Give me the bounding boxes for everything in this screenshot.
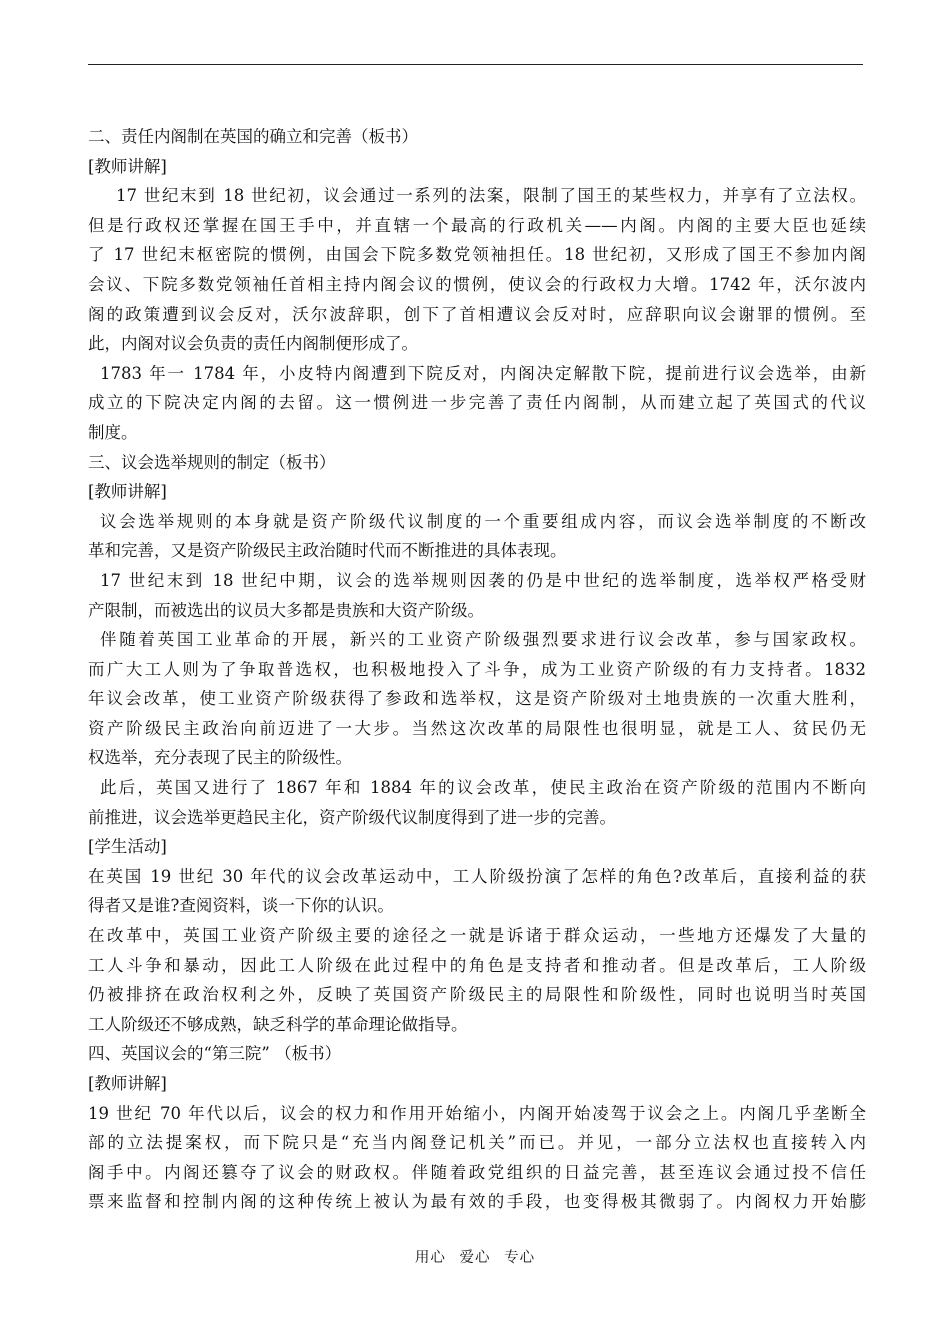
paragraph-line: 19 世纪 70 年代以后，议会的权力和作用开始缩小，内阁开始凌驾于议会之上。内阁几乎垄断全 xyxy=(88,1103,866,1123)
header-rule xyxy=(88,64,863,65)
paragraph-line: 资产阶级民主政治向前迈进了一大步。当然这次改革的局限性也很明显，就是工人、贫民仍无 xyxy=(88,718,866,738)
paragraph-line: 票来监督和控制内阁的这种传统上被认为最有效的手段，也变得极其微弱了。内阁权力开始膨 xyxy=(88,1192,866,1212)
paragraph-line: 但是行政权还掌握在国王手中，并直辖一个最高的行政机关——内阁。内阁的主要大臣也延续 xyxy=(88,215,866,235)
paragraph-line: 权选举，充分表现了民主的阶级性。 xyxy=(88,748,352,768)
section-heading-2: 二、责任内阁制在英国的确立和完善（板书） xyxy=(88,127,418,146)
paragraph-line: 工人斗争和暴动，因此工人阶级在此过程中的角色是支持者和推动者。但是改革后，工人阶级 xyxy=(88,955,866,975)
teacher-explanation-label: [教师讲解] xyxy=(88,1074,167,1093)
paragraph-line: 前推进，议会选举更趋民主化，资产阶级代议制度得到了进一步的完善。 xyxy=(88,807,616,827)
paragraph-line: 仍被排挤在政治权利之外，反映了英国资产阶级民主的局限性和阶级性，同时也说明当时英国 xyxy=(88,985,866,1005)
teacher-explanation-label: [教师讲解] xyxy=(88,482,167,502)
paragraph-line: 工人阶级还不够成熟，缺乏科学的革命理论做指导。 xyxy=(88,1014,468,1034)
paragraph-line: 17 世纪末到 18 世纪初，议会通过一系列的法案，限制了国王的某些权力，并享有了立法权。 xyxy=(116,186,866,206)
paragraph-line: 年议会改革，使工业资产阶级获得了参政和选举权，这是资产阶级对土地贵族的一次重大胜利， xyxy=(88,689,866,709)
paragraph-line: 产限制，而被选出的议员大多都是贵族和大资产阶级。 xyxy=(88,600,484,620)
document-body xyxy=(88,122,866,1217)
paragraph-line: 部的立法提案权，而下院只是“充当内阁登记机关”而已。并见，一部分立法权也直接转入内 xyxy=(88,1133,866,1153)
paragraph-line: 在改革中，英国工业资产阶级主要的途径之一就是诉诸于群众运动，一些地方还爆发了大量的 xyxy=(88,926,866,946)
section-heading-4: 四、英国议会的“第三院” （板书） xyxy=(88,1044,342,1064)
section-heading-3: 三、议会选举规则的制定（板书） xyxy=(88,452,336,472)
paragraph-line: 革和完善，又是资产阶级民主政治随时代而不断推进的具体表现。 xyxy=(88,541,567,561)
paragraph-line: 会议、下院多数党领袖任首相主持内阁会议的惯例，使议会的行政权力大增。1742 年，沃尔波内 xyxy=(88,274,866,294)
student-activity-label: [学生活动] xyxy=(88,837,167,857)
paragraph-line: 制度。 xyxy=(88,422,138,442)
paragraph-line: 了 17 世纪末枢密院的惯例，由国会下院多数党领袖担任。18 世纪初，又形成了国王不参加内阁 xyxy=(88,245,866,265)
paragraph-line: 阁手中。内阁还篡夺了议会的财政权。伴随着政党组织的日益完善，甚至连议会通过投不信任 xyxy=(88,1162,866,1182)
paragraph-line: 而广大工人则为了争取普选权，也积极地投入了斗争，成为工业资产阶级的有力支持者。1832 xyxy=(88,659,866,679)
paragraph-line: 得者又是谁?查阅资料，谈一下你的认识。 xyxy=(88,896,394,916)
paragraph-line: 在英国 19 世纪 30 年代的议会改革运动中，工人阶级扮演了怎样的角色?改革后，直接利益的获 xyxy=(88,866,866,886)
paragraph-line: 1783 年一 1784 年，小皮特内阁遭到下院反对，内阁决定解散下院，提前进行议会选举，由新 xyxy=(100,363,866,383)
paragraph-line: 此，内阁对议会负责的责任内阁制便形成了。 xyxy=(88,334,418,354)
paragraph-line: 议会选举规则的本身就是资产阶级代议制度的一个重要组成内容，而议会选举制度的不断改 xyxy=(100,511,866,531)
paragraph-line: 伴随着英国工业革命的开展，新兴的工业资产阶级强烈要求进行议会改革，参与国家政权。 xyxy=(100,630,866,650)
paragraph-line: 此后，英国又进行了 1867 年和 1884 年的议会改革，使民主政治在资产阶级的范围内不断向 xyxy=(100,778,866,798)
page-footer: 用心 爱心 专心 xyxy=(414,1250,536,1266)
paragraph-line: 成立的下院决定内阁的去留。这一惯例进一步完善了责任内阁制，从而建立起了英国式的代议 xyxy=(88,393,866,413)
paragraph-line: 17 世纪末到 18 世纪中期，议会的选举规则因袭的仍是中世纪的选举制度，选举权严格受财 xyxy=(100,570,866,590)
teacher-explanation-label: [教师讲解] xyxy=(88,156,167,176)
paragraph-line: 阁的政策遭到议会反对，沃尔波辞职，创下了首相遭议会反对时，应辞职向议会谢罪的惯例。至 xyxy=(88,304,866,324)
